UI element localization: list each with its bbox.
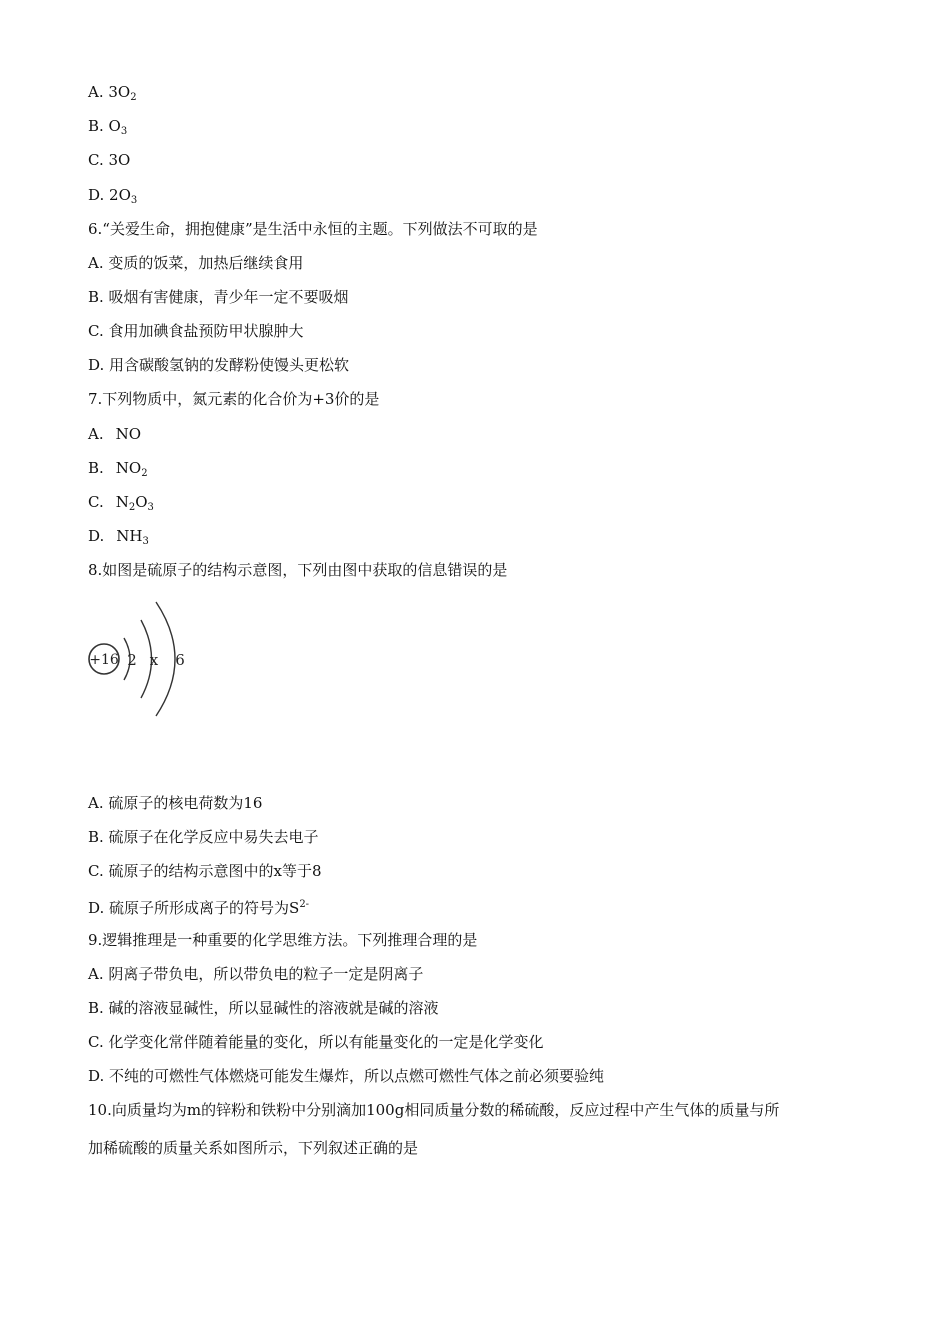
q10-stem-line1: 10.向质量均为m的锌粉和铁粉中分别滴加100g相同质量分数的稀硫酸，反应过程中产生气体的质量与所 [88, 1101, 780, 1119]
q9-stem: 9.逻辑推理是一种重要的化学思维方法。下列推理合理的是 [88, 931, 478, 949]
q7-option-c: C. $N_2O_3$ [88, 493, 154, 513]
shell-1-electrons: 2 [127, 651, 137, 669]
q6-option-c: C. 食用加碘食盐预防甲状腺肿大 [88, 322, 304, 340]
q6-option-b: B. 吸烟有害健康，青少年一定不要吸烟 [88, 288, 349, 306]
q6-option-a: A. 变质的饭菜，加热后继续食用 [88, 254, 304, 272]
q8-stem: 8.如图是硫原子的结构示意图，下列由图中获取的信息错误的是 [88, 561, 508, 579]
q9-option-b: B. 碱的溶液显碱性，所以显碱性的溶液就是碱的溶液 [88, 999, 439, 1017]
q7-option-a: A. NO [88, 425, 142, 443]
sulfur-atom-diagram [84, 600, 204, 725]
q10-stem-line2: 加稀硫酸的质量关系如图所示，下列叙述正确的是 [88, 1139, 419, 1157]
q8-option-c: C. 硫原子的结构示意图中的x等于8 [88, 862, 322, 880]
q7-option-d: D. $NH_3$ [88, 527, 149, 547]
shell-3-electrons: 6 [175, 651, 185, 669]
q8-option-d: D. 硫原子所形成离子的符号为$S^{2-}$ [88, 899, 310, 917]
q8-option-a: A. 硫原子的核电荷数为16 [88, 794, 263, 812]
q6-stem: 6.“关爱生命，拥抱健康”是生活中永恒的主题。下列做法不可取的是 [88, 220, 538, 238]
q9-option-a: A. 阴离子带负电，所以带负电的粒子一定是阴离子 [88, 965, 424, 983]
q5-option-b: B. $O_3$ [88, 117, 128, 137]
q6-option-d: D. 用含碳酸氢钠的发酵粉使馒头更松软 [88, 356, 350, 374]
q9-option-d: D. 不纯的可燃性气体燃烧可能发生爆炸，所以点燃可燃性气体之前必须要验纯 [88, 1067, 605, 1085]
q9-option-c: C. 化学变化常伴随着能量的变化，所以有能量变化的一定是化学变化 [88, 1033, 544, 1051]
shell-2-electrons: x [149, 651, 159, 669]
q5-option-c: C. 3O [88, 151, 131, 169]
q8-option-b: B. 硫原子在化学反应中易失去电子 [88, 828, 319, 846]
q7-option-b: B. $NO_2$ [88, 459, 148, 479]
q7-stem: 7.下列物质中，氮元素的化合价为+3价的是 [88, 390, 380, 408]
q5-option-a: A. $3O_2$ [88, 83, 137, 103]
electron-shell-3 [156, 602, 175, 716]
q5-option-d: D. $2O_3$ [88, 186, 138, 206]
nucleus-charge: +16 [89, 652, 119, 668]
